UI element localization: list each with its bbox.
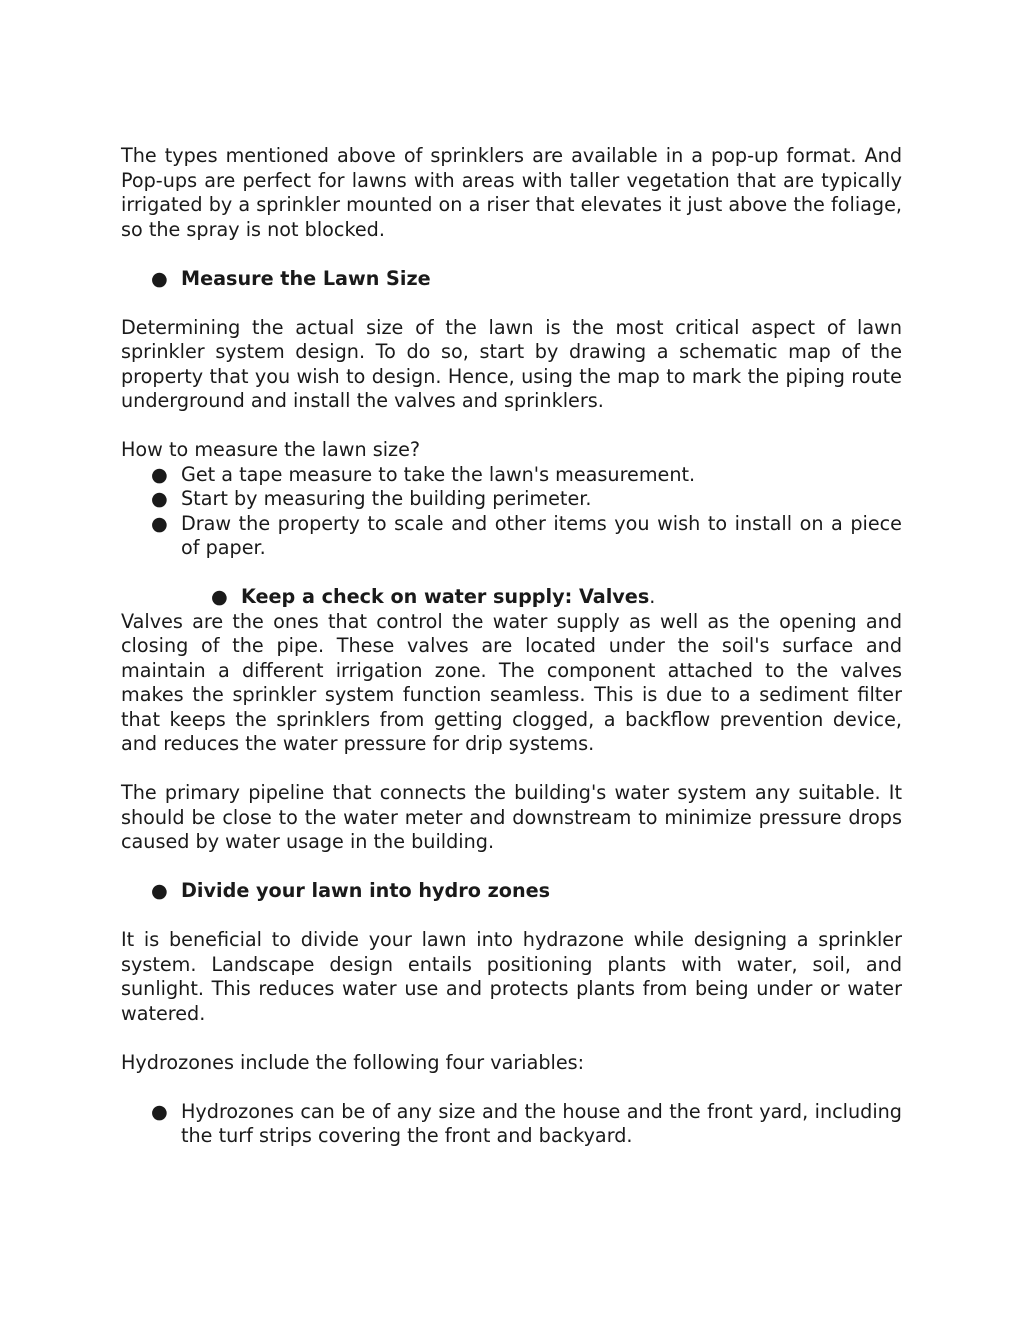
measure-steps-list xyxy=(121,463,902,561)
list-item-text: Hydrozones can be of any size and the house and the front yard, including the turf strips covering the front and backyard. xyxy=(181,1099,902,1147)
list-item xyxy=(121,512,902,561)
list-item xyxy=(121,463,902,488)
list-item-text: Start by measuring the building perimeter. xyxy=(181,487,592,510)
list-item xyxy=(121,487,902,512)
document-page xyxy=(121,144,902,1173)
bullet-icon: ● xyxy=(151,462,168,486)
bullet-icon: ● xyxy=(151,487,168,510)
paragraph-popup-sprinklers: The types mentioned above of sprinklers are available in a pop-up format. And Pop-ups are perfect for lawns with areas with taller vegetation that are typically irrigated by a sprinkler mounted on a riser that elevates it just above the foliage, so the spray is not blocked. xyxy=(121,144,902,241)
heading-text: Divide your lawn into hydro zones xyxy=(181,879,551,902)
bullet-icon: ● xyxy=(151,266,168,290)
hydrozone-list xyxy=(121,1100,902,1149)
heading-hydro-zones xyxy=(121,879,902,904)
bullet-icon: ● xyxy=(151,879,168,902)
bullet-icon: ● xyxy=(151,511,168,535)
paragraph-how-to-measure: How to measure the lawn size? xyxy=(121,438,421,461)
heading-text: Measure the Lawn Size xyxy=(181,266,431,290)
heading-text: Keep a check on water supply: Valves xyxy=(241,585,650,608)
heading-period: . xyxy=(649,585,656,608)
paragraph-valves: Valves are the ones that control the water supply as well as the opening and closing of the pipe. These valves are located under the soil's surface and maintain a different irrigation zone. The component attached to the valves makes the sprinkler system function seamless. This is due to a sediment filter that keeps the sprinklers from getting clogged, a backflow prevention device, and reduces the water pressure for drip systems. xyxy=(121,609,902,755)
list-item-text: Get a tape measure to take the lawn's measurement. xyxy=(181,462,696,486)
list-item xyxy=(121,1100,902,1149)
heading-measure-lawn xyxy=(121,267,902,292)
paragraph-hydrazone: It is beneficial to divide your lawn into hydrazone while designing a sprinkler system. Landscape design entails positioning plants with water, soil, and sunlight. This reduces water use and protects plants from being under or water watered. xyxy=(121,928,902,1025)
bullet-icon: ● xyxy=(211,585,228,608)
heading-valves xyxy=(121,585,902,610)
paragraph-lawn-size: Determining the actual size of the lawn is the most critical aspect of lawn sprinkler system design. To do so, start by drawing a schematic map of the property that you wish to design. Hence, using the map to mark the piping route underground and install the valves and sprinklers. xyxy=(121,315,902,412)
bullet-icon: ● xyxy=(151,1099,168,1123)
paragraph-pipeline: The primary pipeline that connects the building's water system any suitable. It should be close to the water meter and downstream to minimize pressure drops caused by water usage in the building. xyxy=(121,781,902,853)
paragraph-hydrozone-variables: Hydrozones include the following four variables: xyxy=(121,1050,585,1074)
list-item-text: Draw the property to scale and other items you wish to install on a piece of paper. xyxy=(181,511,902,559)
